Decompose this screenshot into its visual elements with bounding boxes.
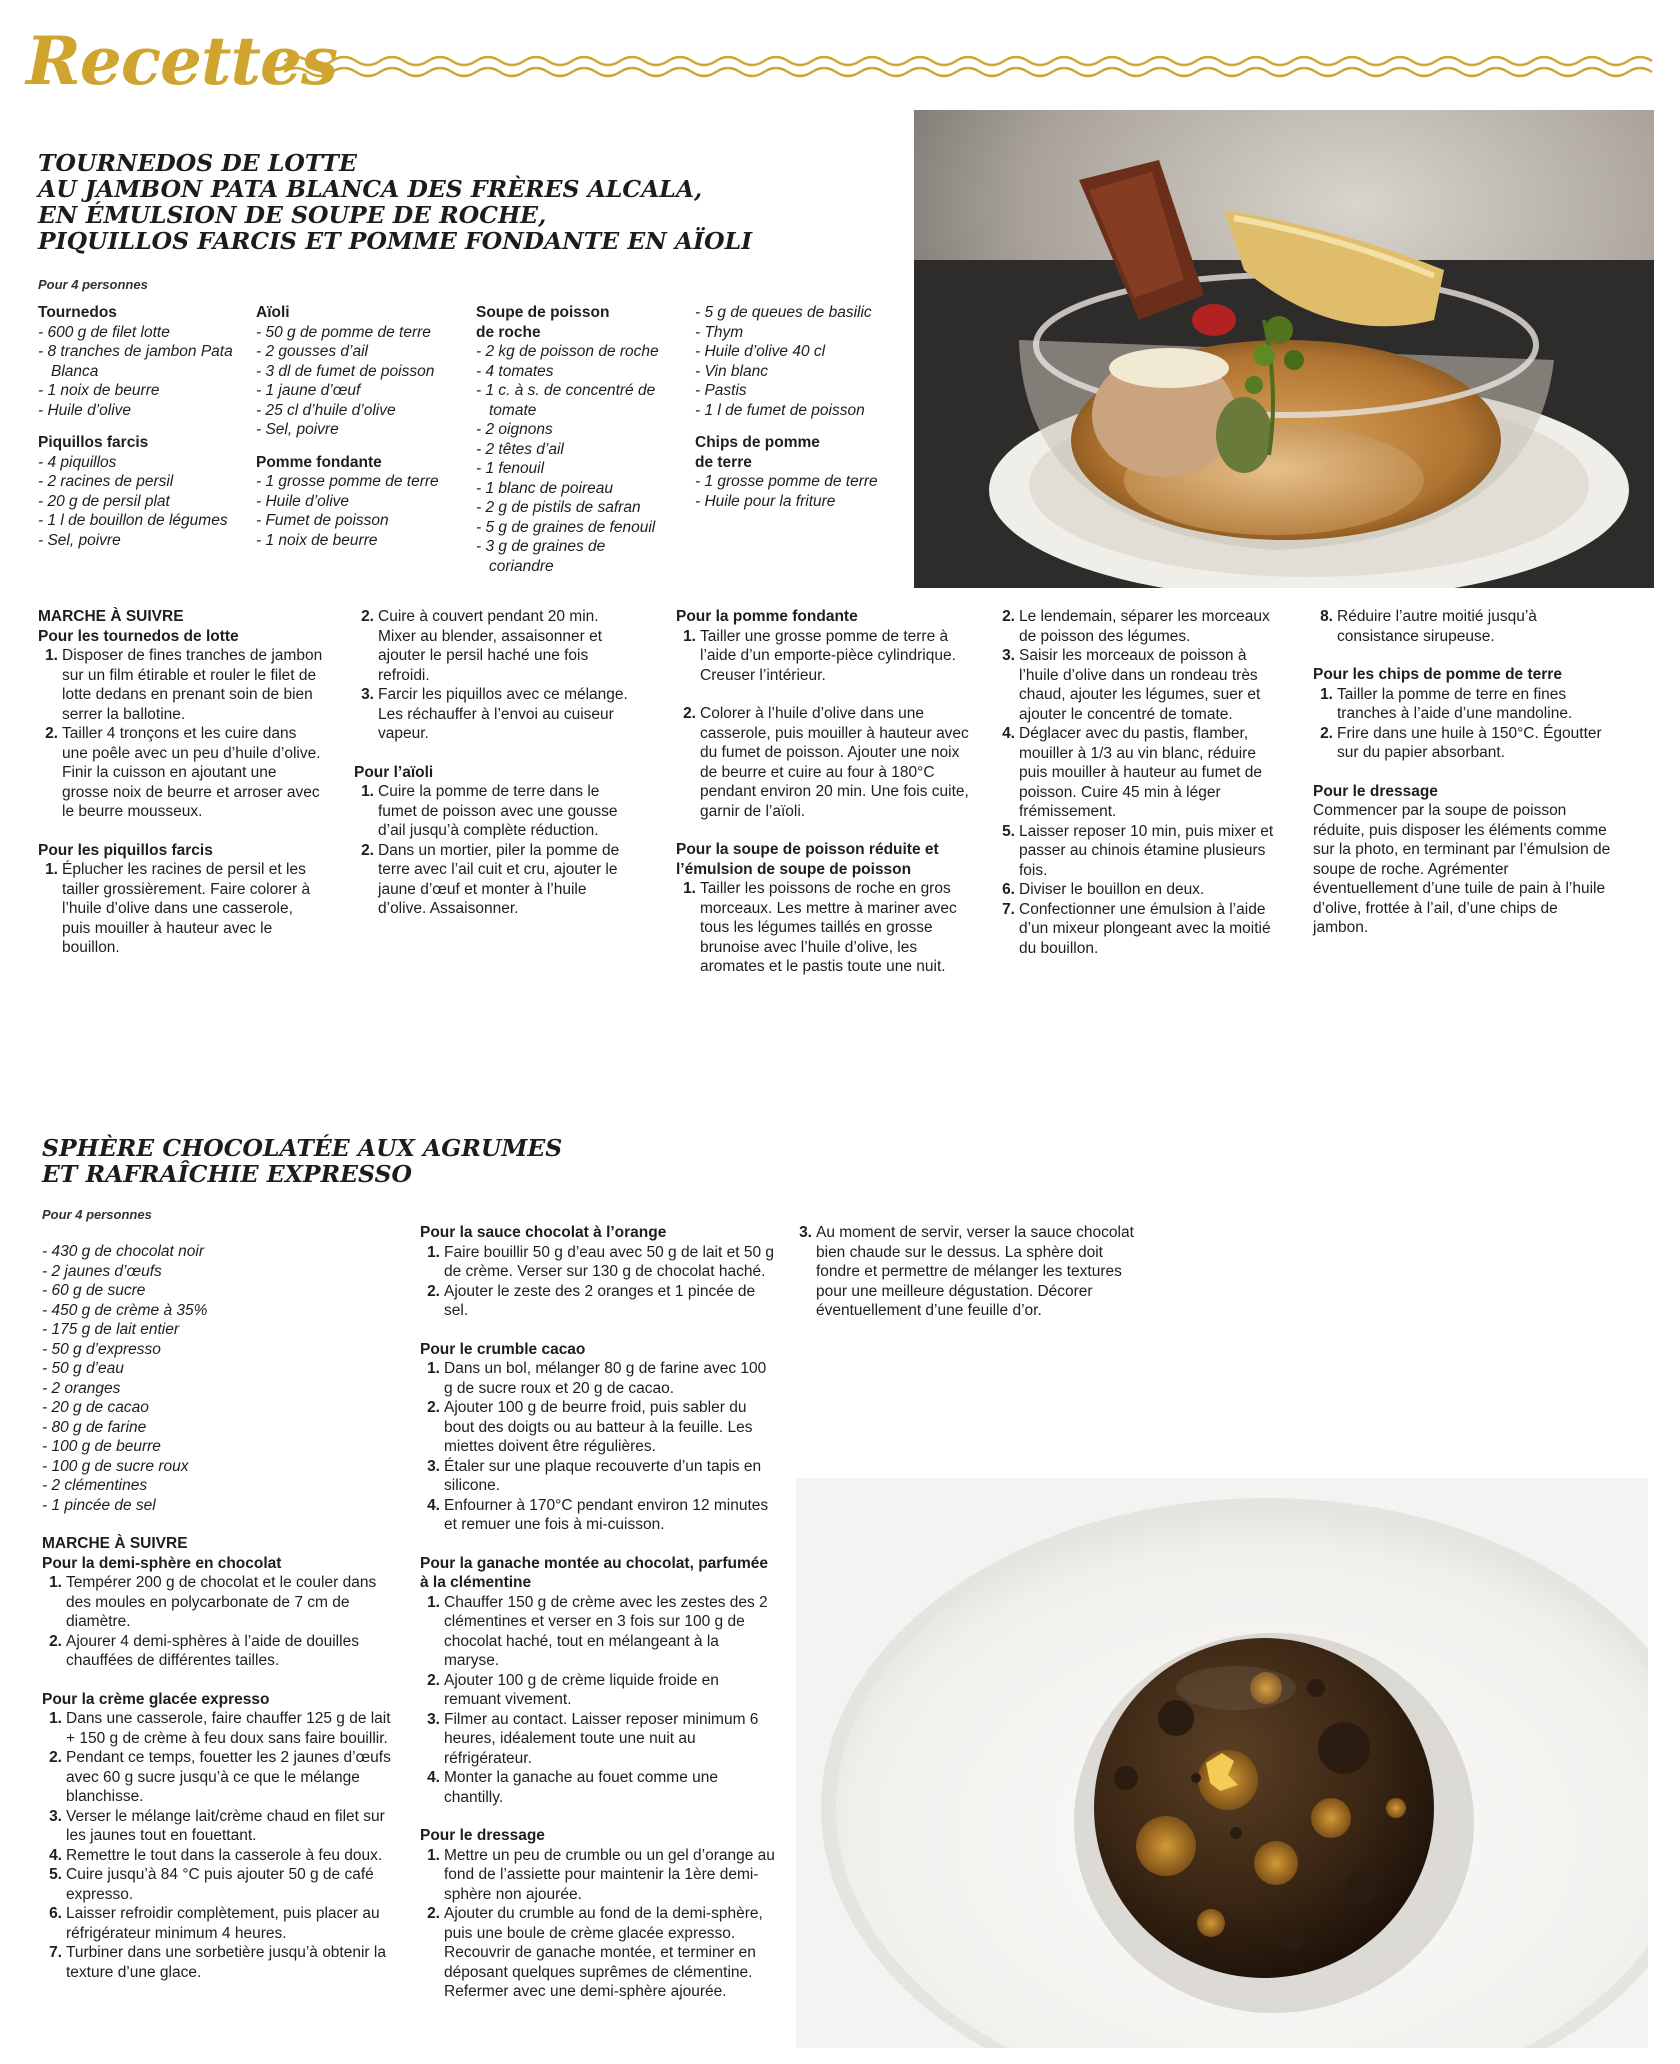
step-text: Ajouter 100 g de crème liquide froide en remuant vivement. xyxy=(444,1671,719,1708)
method-step xyxy=(420,1671,775,1710)
section-title: Pour le crumble cacao xyxy=(420,1340,586,1358)
step-number: 1. xyxy=(1320,685,1333,703)
section-title: Pour la sauce chocolat à l’orange xyxy=(420,1224,667,1241)
ingredient-item: - 4 piquillos xyxy=(38,453,117,471)
step-text: Mettre un peu de crumble ou un gel d’orange au fond de l’assiette pour maintenir la 1ère demi-sphère non ajourée. xyxy=(444,1846,775,1903)
method-step xyxy=(676,704,971,821)
ingredient-item: - 1 noix de beurre xyxy=(38,382,160,399)
section-title: Pour la crème glacée expresso xyxy=(42,1690,270,1708)
ingredient-item: - Thym xyxy=(695,323,744,341)
ingredient-item: - 100 g de beurre xyxy=(42,1438,161,1455)
section-title: Pour la ganache montée au chocolat, parfumée à la clémentine xyxy=(420,1554,768,1591)
method-step xyxy=(792,1223,1137,1321)
method-step xyxy=(420,1846,775,1905)
ingredient-item: - Pastis xyxy=(695,382,747,399)
method-step xyxy=(42,1943,402,1982)
method-step xyxy=(42,1807,402,1846)
ingredient-item: - 5 g de queues de basilic xyxy=(695,304,872,321)
decorative-wave-rule xyxy=(284,52,1654,82)
method-step xyxy=(42,1632,402,1671)
section-title: Pour la demi-sphère en chocolat xyxy=(42,1554,282,1572)
ingredients-heading: Chips de pomme de terre xyxy=(695,434,820,471)
step-text: Au moment de servir, verser la sauce chocolat bien chaude sur le dessus. La sphère doit fondre et permettre de mélanger les textures pour une meilleure dégustation. Décorer éventuellement d’une feuille d’or. xyxy=(816,1224,1134,1319)
step-text: Monter la ganache au fouet comme une chantilly. xyxy=(444,1769,719,1806)
step-number: 4. xyxy=(1002,725,1015,742)
method-step xyxy=(42,1846,402,1866)
method-step xyxy=(1313,685,1613,724)
ingredient-item: - 100 g de sucre roux xyxy=(42,1457,189,1475)
step-text: Turbiner dans une sorbetière jusqu’à obtenir la texture d’une glace. xyxy=(66,1944,386,1981)
section-title: Pour les tournedos de lotte xyxy=(38,627,239,645)
recipe2-col-2 xyxy=(420,1223,775,2002)
ingredient-item: - 1 l de bouillon de légumes xyxy=(38,512,228,529)
step-number: 2. xyxy=(49,1632,62,1650)
step-number: 2. xyxy=(427,1671,440,1689)
step-text: Chauffer 150 g de crème avec les zestes des 2 clémentines et verser en 3 fois sur 100 g de chocolat haché, tout en mélangeant à la maryse. xyxy=(444,1593,768,1669)
step-text: Tailler une grosse pomme de terre à l’aide d’un emporte-pièce cylindrique. Creuser l’intérieur. xyxy=(700,627,956,684)
ingredients-col-3 xyxy=(476,303,681,576)
step-number: 2. xyxy=(427,1905,440,1922)
step-number: 2. xyxy=(683,705,696,722)
method-heading: MARCHE À SUIVRE xyxy=(38,608,184,625)
step-number: 1. xyxy=(427,1593,440,1611)
step-number: 1. xyxy=(427,1846,440,1864)
method-step xyxy=(38,724,323,822)
ingredients-col-1 xyxy=(38,303,243,550)
ingredient-item: - 8 tranches de jambon Pata Blanca xyxy=(38,343,233,380)
ingredient-item: - 2 clémentines xyxy=(42,1477,148,1494)
step-text: Tailler 4 tronçons et les cuire dans une poêle avec un peu d’huile d’olive. Finir la cuisson en ajoutant une grosse noix de beurre et arroser avec le beurre mousseux. xyxy=(62,725,321,820)
step-number: 2. xyxy=(1002,608,1015,625)
step-number: 1. xyxy=(427,1243,440,1261)
method-step xyxy=(42,1748,402,1807)
ingredient-item: - 2 têtes d’ail xyxy=(476,440,564,458)
ingredient-item: - 20 g de cacao xyxy=(42,1399,149,1416)
step-number: 3. xyxy=(799,1224,812,1241)
step-text: Ajouter 100 g de beurre froid, puis sabler du bout des doigts ou au batteur à la feuille. Les miettes doivent être régulières. xyxy=(444,1399,753,1455)
section-title: Pour le dressage xyxy=(1313,782,1438,800)
step-text: Cuire jusqu’à 84 °C puis ajouter 50 g de café expresso. xyxy=(66,1866,374,1903)
ingredient-item: - 80 g de farine xyxy=(42,1418,147,1436)
method-step xyxy=(420,1398,775,1457)
ingredient-item: - Huile pour la friture xyxy=(695,492,836,510)
step-number: 1. xyxy=(427,1360,440,1377)
section-title: Pour le dressage xyxy=(420,1827,545,1844)
step-text: Enfourner à 170°C pendant environ 12 minutes et remuer une fois à mi-cuisson. xyxy=(444,1496,769,1533)
recipe2-title-line: SPHÈRE CHOCOLATÉE AUX AGRUMES xyxy=(42,1134,563,1162)
ingredient-item: - Fumet de poisson xyxy=(256,512,389,529)
step-number: 1. xyxy=(49,1574,62,1591)
ingredient-item: - 1 jaune d’œuf xyxy=(256,382,361,399)
method-step xyxy=(420,1282,775,1321)
method-step xyxy=(995,900,1280,959)
step-text: Le lendemain, séparer les morceaux de poisson des légumes. xyxy=(1019,608,1270,645)
recipe2-title-line: ET RAFRAÎCHIE EXPRESSO xyxy=(42,1160,412,1188)
method-step xyxy=(1313,724,1613,763)
recipe1-servings: Pour 4 personnes xyxy=(38,277,148,292)
method-step xyxy=(420,1496,775,1535)
ingredient-item: - 450 g de crème à 35% xyxy=(42,1301,208,1319)
step-text: Réduire l’autre moitié jusqu’à consistance sirupeuse. xyxy=(1337,608,1537,645)
step-text: Déglacer avec du pastis, flamber, mouiller à 1/3 au vin blanc, réduire puis mouiller à hauteur au fumet de poisson. Cuire 45 min à léger frémissement. xyxy=(1019,725,1262,820)
step-text: Étaler sur une plaque recouverte d’un tapis en silicone. xyxy=(444,1457,762,1494)
ingredient-item: - Sel, poivre xyxy=(38,531,121,549)
ingredient-item: - Vin blanc xyxy=(695,362,768,380)
ingredient-item: - 1 c. à s. de concentré de tomate xyxy=(476,382,656,419)
ingredients-heading: Tournedos xyxy=(38,304,117,321)
step-text: Dans un bol, mélanger 80 g de farine avec 100 g de sucre roux et 20 g de cacao. xyxy=(444,1360,767,1397)
method-step xyxy=(995,880,1280,900)
ingredient-item: - 2 kg de poisson de roche xyxy=(476,343,659,360)
method-step xyxy=(420,1593,775,1671)
method-step xyxy=(420,1710,775,1769)
ingredient-item: - 20 g de persil plat xyxy=(38,492,170,510)
ingredient-item: - 50 g d’eau xyxy=(42,1360,124,1377)
step-number: 2. xyxy=(427,1282,440,1300)
ingredient-item: - 2 racines de persil xyxy=(38,473,174,490)
section-title: Pour la pomme fondante xyxy=(676,608,858,625)
method-col-5 xyxy=(1313,607,1613,938)
ingredient-item: - 60 g de sucre xyxy=(42,1282,146,1299)
ingredient-item: - Huile d’olive 40 cl xyxy=(695,343,826,360)
step-number: 8. xyxy=(1320,608,1333,625)
recipe2-title xyxy=(42,1135,842,1187)
recipe2-col-1 xyxy=(42,1242,402,1982)
ingredient-item: - 175 g de lait entier xyxy=(42,1321,180,1338)
step-number: 3. xyxy=(1002,647,1015,664)
ingredient-item: - 1 blanc de poireau xyxy=(476,479,614,497)
step-number: 2. xyxy=(49,1749,62,1766)
method-step xyxy=(420,1904,775,2002)
ingredients-heading: Piquillos farcis xyxy=(38,434,149,451)
method-step xyxy=(354,685,639,744)
step-text: Diviser le bouillon en deux. xyxy=(1019,881,1205,898)
step-number: 2. xyxy=(427,1399,440,1416)
method-step xyxy=(995,724,1280,822)
ingredient-item: - 2 jaunes d’œufs xyxy=(42,1262,162,1280)
method-heading: MARCHE À SUIVRE xyxy=(42,1535,188,1552)
method-col-4 xyxy=(995,607,1280,958)
page-header-title: Recettes xyxy=(26,22,338,100)
step-number: 4. xyxy=(49,1846,62,1864)
recipe2-col-3 xyxy=(792,1223,1137,1321)
step-text: Faire bouillir 50 g d’eau avec 50 g de lait et 50 g de crème. Verser sur 130 g de chocolat haché. xyxy=(444,1243,775,1280)
step-number: 3. xyxy=(427,1457,440,1475)
recipe1-title-line: AU JAMBON PATA BLANCA DES FRÈRES ALCALA, xyxy=(38,175,703,203)
method-step xyxy=(995,822,1280,881)
step-number: 4. xyxy=(427,1496,440,1514)
step-text: Tailler la pomme de terre en fines tranches à l’aide d’une mandoline. xyxy=(1337,685,1573,722)
step-number: 3. xyxy=(361,686,374,703)
method-step xyxy=(420,1359,775,1398)
ingredient-item: - Sel, poivre xyxy=(256,421,339,438)
step-text: Ajourer 4 demi-sphères à l’aide de douilles chauffées de différentes tailles. xyxy=(66,1632,359,1669)
ingredient-item: - 50 g d’expresso xyxy=(42,1340,161,1358)
ingredient-item: - 50 g de pomme de terre xyxy=(256,323,431,341)
method-step xyxy=(42,1709,402,1748)
ingredient-item: - 25 cl d’huile d’olive xyxy=(256,401,396,419)
method-step xyxy=(676,879,971,977)
ingredient-item: - 430 g de chocolat noir xyxy=(42,1243,204,1260)
step-number: 7. xyxy=(1002,900,1015,918)
ingredient-item: - Huile d’olive xyxy=(38,401,132,419)
step-number: 7. xyxy=(49,1944,62,1961)
method-step xyxy=(42,1573,402,1632)
method-step xyxy=(420,1768,775,1807)
method-col-2 xyxy=(354,607,639,919)
step-number: 4. xyxy=(427,1769,440,1786)
recipe1-photo xyxy=(914,110,1654,588)
method-step xyxy=(420,1243,775,1282)
step-number: 5. xyxy=(49,1866,62,1883)
step-text: Dans un mortier, piler la pomme de terre avec l’ail cuit et cru, ajouter le jaune d’œuf et monter à l’huile d’olive. Assaisonner. xyxy=(378,841,620,917)
method-step xyxy=(420,1457,775,1496)
step-text: Cuire la pomme de terre dans le fumet de poisson avec une gousse d’ail jusqu’à complète réduction. xyxy=(378,783,618,839)
recipe1-title-line: PIQUILLOS FARCIS ET POMME FONDANTE EN AÏOLI xyxy=(38,227,753,255)
method-step xyxy=(676,627,971,686)
dressage-text: Commencer par la soupe de poisson réduite, puis disposer les éléments comme sur la photo, en terminant par l’émulsion de soupe de roche. Agrémenter éventuellement d’une tuile de pain à l’huile d’olive, frottée à l’ail, d’une chips de jambon. xyxy=(1313,802,1611,936)
step-number: 1. xyxy=(361,783,374,800)
ingredient-item: - 3 dl de fumet de poisson xyxy=(256,362,435,380)
ingredients-heading: Soupe de poisson de roche xyxy=(476,304,610,341)
ingredient-item: - 2 gousses d’ail xyxy=(256,343,369,360)
step-text: Tailler les poissons de roche en gros morceaux. Les mettre à mariner avec tous les légumes taillés en grosse brunoise avec l’huile d’olive, les aromates et le pastis toute une nuit. xyxy=(700,880,957,975)
method-step xyxy=(38,646,323,724)
section-title: Pour les chips de pomme de terre xyxy=(1313,666,1562,683)
ingredient-item: - 1 pincée de sel xyxy=(42,1496,156,1514)
step-text: Colorer à l’huile d’olive dans une casserole, puis mouiller à hauteur avec du fumet de poisson. Ajouter une noix de beurre et cuire au four à 180°C pendant environ 20 min. Une fois cuite, garnir de l’aïoli. xyxy=(700,705,969,820)
step-number: 1. xyxy=(683,880,696,897)
method-step xyxy=(354,841,639,919)
step-number: 6. xyxy=(49,1905,62,1922)
step-number: 3. xyxy=(427,1710,440,1728)
section-title: Pour les piquillos farcis xyxy=(38,841,213,859)
step-text: Frire dans une huile à 150°C. Égoutter sur du papier absorbant. xyxy=(1337,724,1602,761)
step-number: 5. xyxy=(1002,822,1015,840)
ingredients-heading: Aïoli xyxy=(256,304,290,321)
step-number: 1. xyxy=(683,627,696,645)
step-text: Ajouter le zeste des 2 oranges et 1 pincée de sel. xyxy=(444,1282,756,1319)
step-text: Confectionner une émulsion à l’aide d’un mixeur plongeant avec la moitié du bouillon. xyxy=(1019,900,1271,957)
step-text: Dans une casserole, faire chauffer 125 g de lait + 150 g de crème à feu doux sans faire bouillir. xyxy=(66,1710,391,1747)
recipe1-title xyxy=(38,150,898,254)
step-number: 3. xyxy=(49,1807,62,1825)
ingredient-item: - 4 tomates xyxy=(476,362,554,380)
step-number: 2. xyxy=(1320,724,1333,742)
step-text: Laisser reposer 10 min, puis mixer et passer au chinois étamine plusieurs fois. xyxy=(1019,822,1274,879)
ingredients-col-4 xyxy=(695,303,905,511)
method-step xyxy=(42,1865,402,1904)
method-step xyxy=(1313,607,1613,646)
step-number: 2. xyxy=(361,608,374,625)
step-text: Cuire à couvert pendant 20 min. Mixer au blender, assaisonner et ajouter le persil haché une fois refroidi. xyxy=(378,608,603,684)
section-title: Pour la soupe de poisson réduite et l’émulsion de soupe de poisson xyxy=(676,841,939,878)
ingredient-item: - 1 noix de beurre xyxy=(256,531,378,549)
step-text: Éplucher les racines de persil et les tailler grossièrement. Faire colorer à l’huile d’olive dans une casserole, puis mouiller à hauteur avec le bouillon. xyxy=(62,861,311,956)
step-number: 2. xyxy=(45,725,58,742)
ingredient-item: - 1 fenouil xyxy=(476,460,545,477)
ingredient-item: - Huile d’olive xyxy=(256,492,350,510)
step-text: Disposer de fines tranches de jambon sur un film étirable et rouler le filet de lotte dedans en prenant soin de bien serrer la ballotine. xyxy=(62,647,323,723)
ingredient-item: - 2 g de pistils de safran xyxy=(476,499,641,516)
recipe2-photo xyxy=(796,1478,1648,2048)
method-step xyxy=(42,1904,402,1943)
step-text: Farcir les piquillos avec ce mélange. Les réchauffer à l’envoi au cuiseur vapeur. xyxy=(378,686,628,742)
step-text: Pendant ce temps, fouetter les 2 jaunes d’œufs avec 60 g sucre jusqu’à ce que le mélange blanchisse. xyxy=(66,1749,391,1805)
ingredient-item: - 1 grosse pomme de terre xyxy=(256,473,439,490)
step-text: Filmer au contact. Laisser reposer minimum 6 heures, idéalement toute une nuit au réfrigérateur. xyxy=(444,1710,759,1767)
ingredient-item: - 1 grosse pomme de terre xyxy=(695,473,878,490)
chocolate-sphere-illustration xyxy=(796,1478,1648,2048)
ingredient-item: - 5 g de graines de fenouil xyxy=(476,518,656,536)
recipe2-servings: Pour 4 personnes xyxy=(42,1207,152,1222)
method-col-3 xyxy=(676,607,971,977)
method-step xyxy=(995,646,1280,724)
step-text: Tempérer 200 g de chocolat et le couler dans des moules en polycarbonate de 7 cm de diamètre. xyxy=(66,1574,377,1630)
step-number: 1. xyxy=(45,647,58,664)
step-text: Remettre le tout dans la casserole à feu doux. xyxy=(66,1846,383,1864)
recipe1-title-line: TOURNEDOS DE LOTTE xyxy=(38,149,357,177)
method-step xyxy=(995,607,1280,646)
method-step xyxy=(354,782,639,841)
ingredient-item: - 1 l de fumet de poisson xyxy=(695,401,865,419)
ingredient-item: - 600 g de filet lotte xyxy=(38,323,170,341)
ingredient-item: - 3 g de graines de coriandre xyxy=(476,538,606,575)
step-number: 6. xyxy=(1002,881,1015,898)
step-number: 1. xyxy=(49,1710,62,1727)
step-number: 2. xyxy=(361,841,374,859)
section-title: Pour l’aïoli xyxy=(354,763,434,781)
ingredient-item: - 2 oignons xyxy=(476,421,553,438)
ingredients-col-2 xyxy=(256,303,461,550)
ingredient-item: - 2 oranges xyxy=(42,1379,121,1397)
method-step xyxy=(354,607,639,685)
ingredients-heading: Pomme fondante xyxy=(256,453,382,471)
step-text: Laisser refroidir complètement, puis placer au réfrigérateur minimum 4 heures. xyxy=(66,1905,380,1942)
step-text: Ajouter du crumble au fond de la demi-sphère, puis une boule de crème glacée expresso. Recouvrir de ganache montée, et terminer en déposant quelques suprêmes de clémentine. Refermer avec une demi-sphère ajourée. xyxy=(444,1905,763,2000)
step-text: Verser le mélange lait/crème chaud en filet sur les jaunes tout en fouettant. xyxy=(66,1807,385,1844)
tournedos-dish-illustration xyxy=(914,110,1654,588)
step-number: 1. xyxy=(45,861,58,878)
method-col-1 xyxy=(38,607,323,958)
recipe1-title-line: EN ÉMULSION DE SOUPE DE ROCHE, xyxy=(38,201,547,229)
method-step xyxy=(38,860,323,958)
step-text: Saisir les morceaux de poisson à l’huile d’olive dans un rondeau très chaud, ajouter les légumes, suer et ajouter le concentré de tomate. xyxy=(1019,647,1261,723)
